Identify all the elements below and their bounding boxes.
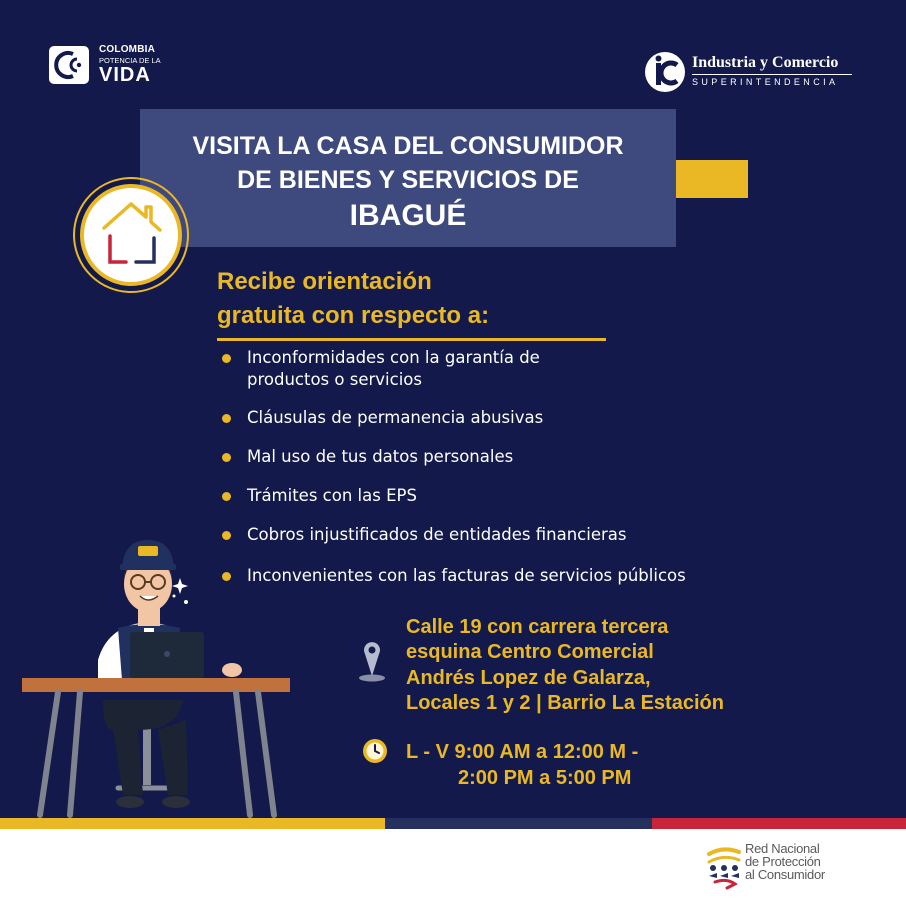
- sic-logo-divider: [692, 74, 852, 75]
- red-nacional-line3: al Consumidor: [745, 867, 825, 882]
- subtitle-underline: [217, 338, 606, 341]
- header-line2: DE BIENES Y SERVICIOS DE: [237, 166, 579, 194]
- red-nacional-line1: Red Nacional: [745, 841, 820, 856]
- list-item-text: Trámites con las EPS: [247, 486, 417, 505]
- red-nacional-logo: [705, 838, 845, 892]
- header-city: IBAGUÉ: [349, 199, 467, 232]
- house-icon: [80, 184, 182, 286]
- sic-logo-icon: [645, 52, 685, 92]
- colombia-logo-line3: VIDA: [99, 64, 151, 86]
- sic-logo-subtitle: SUPERINTENDENCIA: [692, 77, 839, 87]
- list-item-text: Mal uso de tus datos personales: [247, 447, 514, 466]
- header-accent-bar: [672, 160, 748, 198]
- address-line1: Calle 19 con carrera tercera: [406, 616, 669, 638]
- header-line1: VISITA LA CASA DEL CONSUMIDOR: [192, 132, 624, 160]
- advisor-illustration: [18, 530, 298, 820]
- stripe-red: [652, 818, 906, 829]
- list-item-text: Inconformidades con la garantía de productos o servicios: [247, 348, 540, 389]
- red-nacional-logo-icon: [705, 838, 743, 890]
- sic-logo: [645, 50, 860, 96]
- colombia-logo-line2: POTENCIA DE LA: [99, 56, 161, 65]
- list-item-text: Inconvenientes con las facturas de servicios públicos: [247, 566, 686, 585]
- hours-line1: L - V 9:00 AM a 12:00 M -: [406, 741, 639, 763]
- bullet-icon: [222, 414, 231, 423]
- bullet-icon: [222, 354, 231, 363]
- subtitle-line1: Recibe orientación: [217, 268, 432, 295]
- clock-icon: [361, 737, 389, 765]
- stripe-yellow: [0, 818, 385, 829]
- subtitle-line2: gratuita con respecto a:: [217, 302, 490, 329]
- location-pin-icon: [354, 640, 394, 684]
- list-item-text: Cláusulas de permanencia abusivas: [247, 408, 544, 427]
- list-item-text: Cobros injustificados de entidades financieras: [247, 525, 627, 544]
- hours-line2: 2:00 PM a 5:00 PM: [458, 767, 632, 789]
- address-line3: Andrés Lopez de Galarza,: [406, 667, 651, 689]
- address-line2: esquina Centro Comercial: [406, 641, 654, 663]
- red-nacional-line2: de Protección: [745, 854, 821, 869]
- bullet-icon: [222, 492, 231, 501]
- bullet-icon: [222, 453, 231, 462]
- sic-logo-name: Industria y Comercio: [692, 54, 839, 71]
- red-nacional-logo-text: [745, 842, 825, 881]
- colombia-logo-icon: [49, 46, 89, 84]
- colombia-logo-line1: COLOMBIA: [99, 44, 156, 55]
- colombia-logo: [49, 44, 179, 88]
- stripe-blue: [385, 818, 652, 829]
- address-line4: Locales 1 y 2 | Barrio La Estación: [406, 692, 724, 714]
